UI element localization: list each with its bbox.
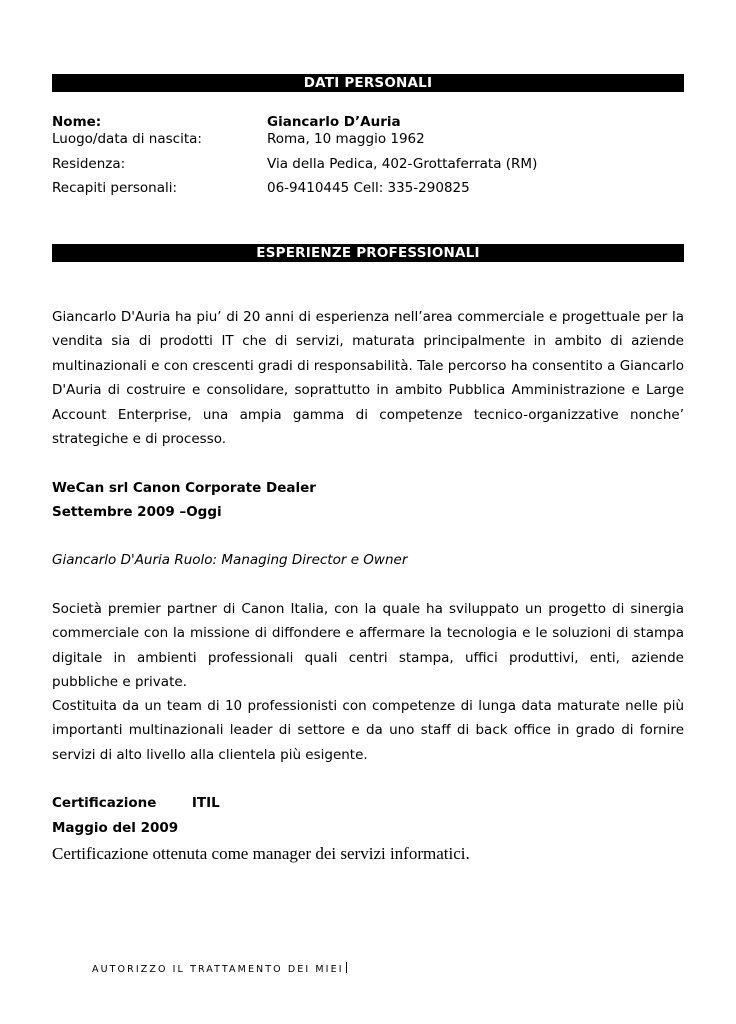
contacts-value: 06-9410445 Cell: 335-290825 xyxy=(267,180,470,196)
birth-value: Roma, 10 maggio 1962 xyxy=(267,131,425,147)
footer-text: AUTORIZZO IL TRATTAMENTO DEI MIEI xyxy=(92,964,344,975)
section-header-experience: ESPERIENZE PROFESSIONALI xyxy=(52,244,684,262)
personal-row-contacts xyxy=(52,178,684,198)
name-value: Giancarlo D’Auria xyxy=(267,114,401,130)
job-role: Giancarlo D'Auria Ruolo: Managing Director e Owner xyxy=(52,552,408,568)
employment-period: Settembre 2009 –Oggi xyxy=(52,504,222,520)
text-cursor xyxy=(346,962,347,973)
contacts-label: Recapiti personali: xyxy=(52,180,178,196)
certification-date: Maggio del 2009 xyxy=(52,820,179,836)
name-label: Nome: xyxy=(52,114,102,130)
certification-description: Certificazione ottenuta come manager dei servizi informatici. xyxy=(52,844,470,863)
footer-consent xyxy=(92,962,347,977)
company-description-1: Società premier partner di Canon Italia, con la quale ha sviluppato un progetto di sinergia commerciale con la missione di diffondere e affermare la tecnologia e le soluzioni di stampa digitale in ambienti professionali quali centri stampa, uffici produttivi, enti, aziende pubbliche e private. xyxy=(52,601,684,691)
birth-label: Luogo/data di nascita: xyxy=(52,131,202,147)
certification-name: ITIL xyxy=(191,795,220,811)
personal-row-birth xyxy=(52,129,684,149)
company-description-2: Costituita da un team di 10 professionisti con competenze di lunga data maturate nelle più importanti multinazionali leader di settore e da uno staff di back office in grado di fornire servizi di alto livello alla clientela più esigente. xyxy=(52,698,684,763)
residence-value: Via della Pedica, 402-Grottaferrata (RM) xyxy=(267,156,538,172)
certification-heading xyxy=(52,793,684,813)
experience-intro: Giancarlo D'Auria ha piu’ di 20 anni di esperienza nell’area commerciale e progettuale per la vendita sia di prodotti IT che di servizi, maturata principalmente in ambito di aziende multinazionali e con crescenti gradi di responsabilità. Tale percorso ha consentito a Giancarlo D'Auria di costruire e consolidare, soprattutto in ambito Pubblica Amministrazione e Large Account Enterprise, una ampia gamma di competenze tecnico-organizzative nonche’ strategiche e di processo. xyxy=(52,309,684,448)
residence-label: Residenza: xyxy=(52,156,126,172)
section-header-personal-data: DATI PERSONALI xyxy=(52,74,684,92)
company-name: WeCan srl Canon Corporate Dealer xyxy=(52,480,316,496)
personal-row-residence xyxy=(52,154,684,174)
certification-label: Certificazione xyxy=(52,795,157,811)
